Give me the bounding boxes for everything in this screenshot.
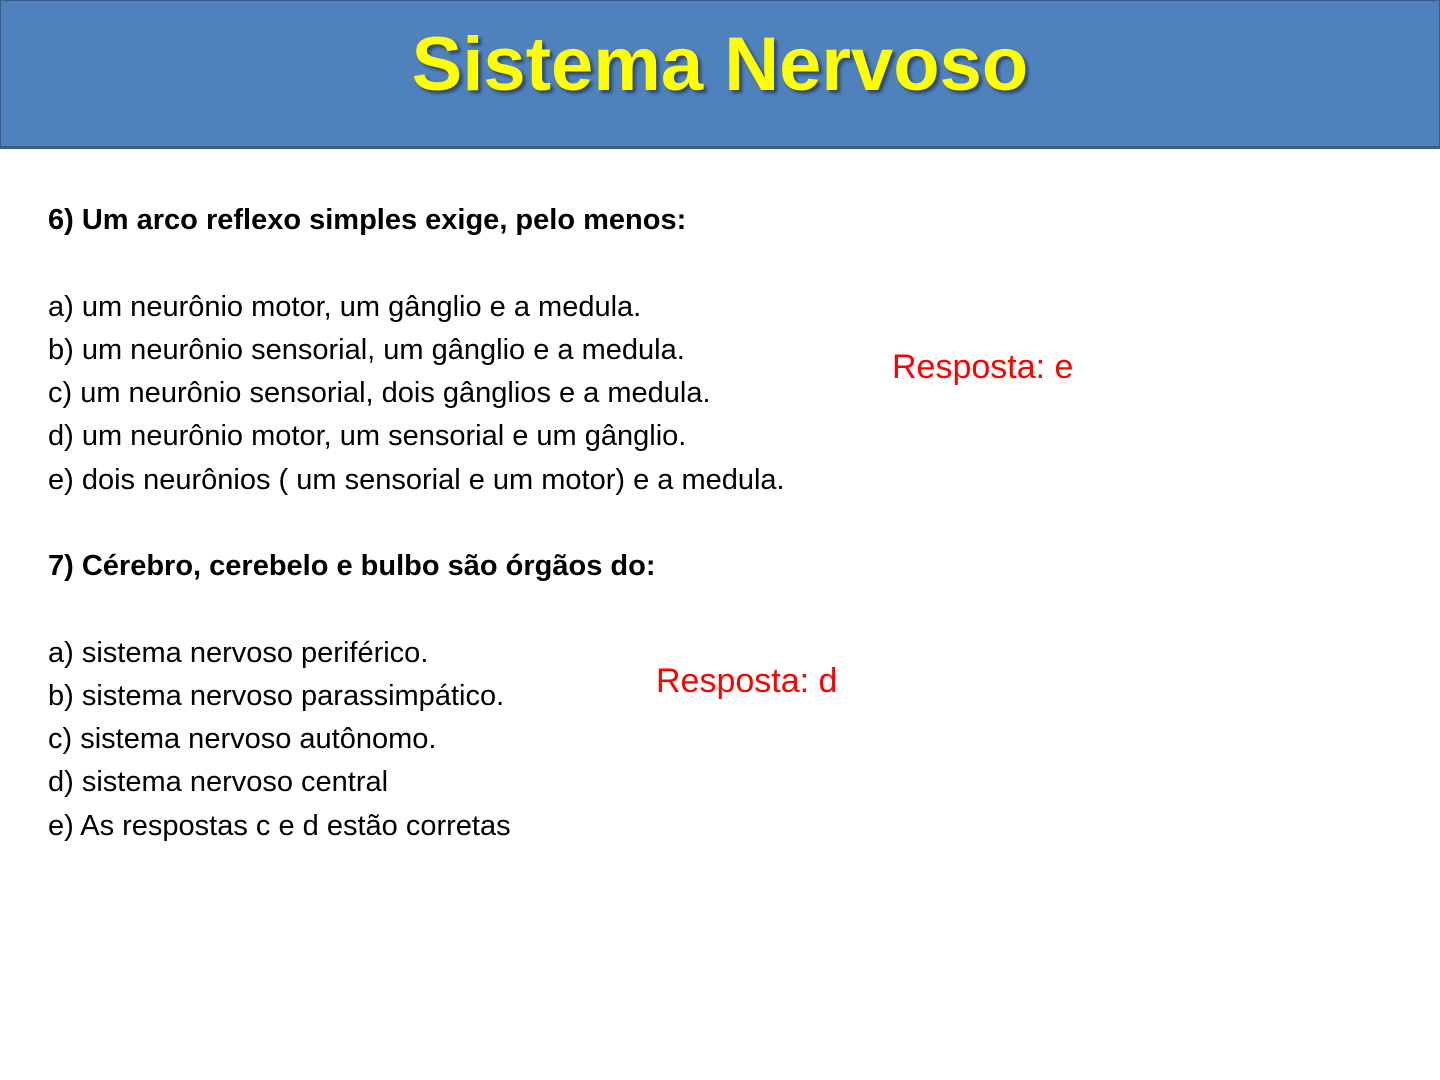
- question-7: 7) Cérebro, cerebelo e bulbo são órgãos do:: [48, 550, 656, 582]
- answer-7: Resposta: d: [656, 662, 838, 700]
- title-banner: [0, 0, 1440, 149]
- option-7a: a) sistema nervoso periférico.: [48, 637, 429, 669]
- option-6b: b) um neurônio sensorial, um gânglio e a medula.: [48, 334, 685, 366]
- option-7d: d) sistema nervoso central: [48, 766, 389, 798]
- option-6d: d) um neurônio motor, um sensorial e um gânglio.: [48, 420, 687, 452]
- option-7b: b) sistema nervoso parassimpático.: [48, 680, 505, 712]
- slide-title: Sistema Nervoso: [411, 22, 1029, 107]
- option-6c: c) um neurônio sensorial, dois gânglios e a medula.: [48, 377, 711, 409]
- option-7c: c) sistema nervoso autônomo.: [48, 723, 437, 755]
- option-6a: a) um neurônio motor, um gânglio e a medula.: [48, 291, 642, 323]
- answer-6: Resposta: e: [892, 348, 1074, 386]
- option-7e: e) As respostas c e d estão corretas: [48, 810, 511, 842]
- option-6e: e) dois neurônios ( um sensorial e um motor) e a medula.: [48, 464, 785, 496]
- question-6: 6) Um arco reflexo simples exige, pelo menos:: [48, 204, 687, 236]
